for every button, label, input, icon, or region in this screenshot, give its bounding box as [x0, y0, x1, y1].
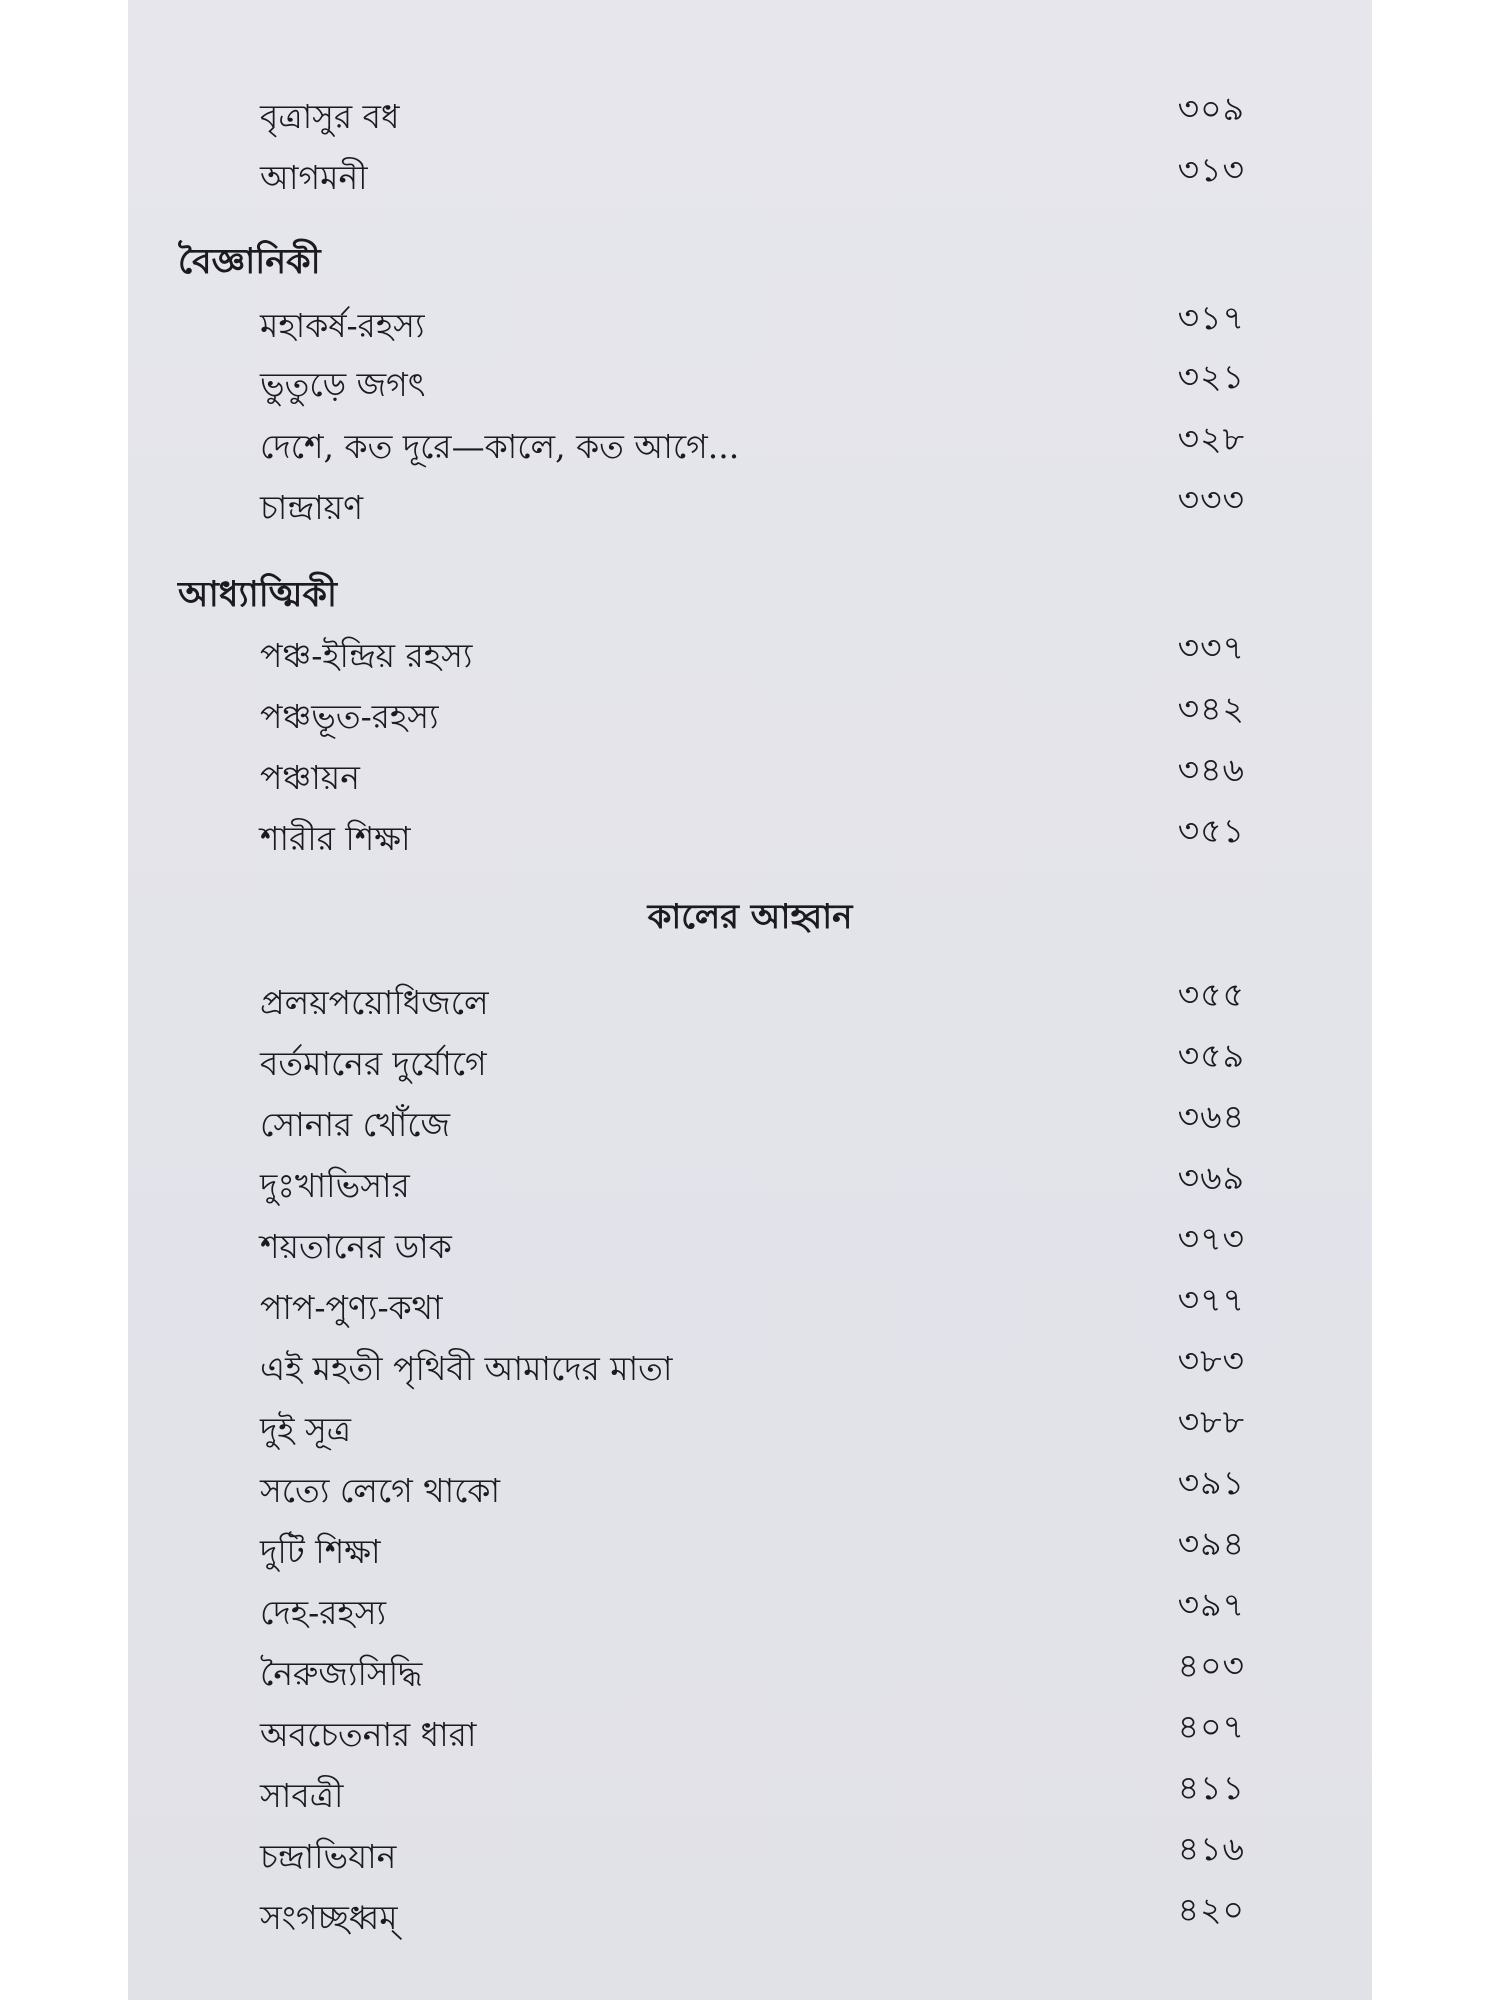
entry-title: সংগচ্ছধ্বম্ — [260, 1898, 398, 1937]
toc-entry — [260, 750, 1245, 801]
entry-title: ভুতুড়ে জগৎ — [260, 365, 426, 404]
section-heading-adhyatmiki: আধ্যাত্মিকী — [178, 574, 337, 615]
entry-title: নৈরুজ্যসিদ্ধি — [260, 1654, 423, 1693]
entry-page-number: ৩৬৪ — [1177, 1097, 1245, 1136]
entry-page-number: ৩৯১ — [1177, 1463, 1245, 1502]
toc-entry — [260, 1219, 1245, 1270]
toc-entry — [260, 1890, 1245, 1941]
entry-title: পাপ-পুণ্য-কথা — [260, 1288, 443, 1327]
entry-title: দুঃখাভিসার — [260, 1166, 410, 1205]
entry-page-number: ৩৩৭ — [1177, 628, 1245, 667]
entry-title: দেশে, কত দূরে—কালে, কত আগে... — [260, 427, 740, 466]
entry-page-number: ৩৩৩ — [1177, 480, 1245, 519]
entry-page-number: ৩৯৪ — [1177, 1524, 1245, 1563]
toc-entry — [260, 419, 1245, 470]
toc-entry — [260, 1463, 1245, 1514]
entry-title: সোনার খোঁজে — [260, 1105, 451, 1144]
entry-title: সত্যে লেগে থাকো — [260, 1471, 501, 1510]
toc-entry — [260, 1585, 1245, 1636]
entry-title: দেহ-রহস্য — [260, 1593, 387, 1632]
entry-page-number: ৩৭৭ — [1177, 1280, 1245, 1319]
toc-entry — [260, 1402, 1245, 1453]
entry-page-number: ৩৮৮ — [1177, 1402, 1245, 1441]
toc-entry — [260, 1524, 1245, 1575]
toc-entry — [260, 1341, 1245, 1392]
entry-page-number: ৪১৬ — [1177, 1829, 1245, 1868]
toc-entry — [260, 1097, 1245, 1148]
entry-page-number: ৩৭৩ — [1177, 1219, 1245, 1258]
entry-title: আগমনী — [260, 158, 368, 197]
entry-title: প্রলয়পয়োধিজলে — [260, 983, 489, 1022]
section-heading-bigyaniki: বৈজ্ঞানিকী — [178, 241, 321, 282]
toc-entry — [260, 89, 1245, 140]
entry-title: সাবত্রী — [260, 1776, 344, 1815]
entry-page-number: ৩৫১ — [1177, 811, 1245, 850]
entry-title: পঞ্চ-ইন্দ্রিয় রহস্য — [260, 636, 473, 675]
toc-entry — [260, 689, 1245, 740]
entry-page-number: ৩১৩ — [1177, 150, 1245, 189]
entry-title: এই মহতী পৃথিবী আমাদের মাতা — [260, 1349, 673, 1388]
entry-page-number: ৩২১ — [1177, 357, 1245, 396]
entry-title: দুই সূত্র — [260, 1410, 352, 1449]
toc-entry — [260, 1707, 1245, 1758]
entry-page-number: ৪০৩ — [1177, 1646, 1245, 1685]
entry-page-number: ৩৯৭ — [1177, 1585, 1245, 1624]
toc-entry — [260, 1768, 1245, 1819]
entry-page-number: ৩৬৯ — [1177, 1158, 1245, 1197]
toc-entry — [260, 357, 1245, 408]
entry-page-number: ৩৪৬ — [1177, 750, 1245, 789]
entry-title: দুটি শিক্ষা — [260, 1532, 381, 1571]
entry-page-number: ৩১৭ — [1177, 298, 1245, 337]
entry-title: মহাকর্ষ-রহস্য — [260, 306, 425, 345]
entry-title: চান্দ্রায়ণ — [260, 488, 364, 527]
entry-page-number: ৩৫৯ — [1177, 1036, 1245, 1075]
toc-entry — [260, 811, 1245, 862]
entry-title: শারীর শিক্ষা — [260, 819, 411, 858]
entry-page-number: ৪১১ — [1177, 1768, 1245, 1807]
entry-title: পঞ্চায়ন — [260, 758, 360, 797]
entry-page-number: ৩৪২ — [1177, 689, 1245, 728]
toc-entry — [260, 298, 1245, 349]
part-heading-kaler-ahvan: কালের আহ্বান — [647, 897, 853, 937]
toc-entry — [260, 1036, 1245, 1087]
entry-title: পঞ্চভূত-রহস্য — [260, 697, 439, 736]
entry-title: বর্তমানের দুর্যোগে — [260, 1044, 487, 1083]
toc-entry — [260, 975, 1245, 1026]
toc-entry — [260, 1646, 1245, 1697]
toc-entry — [260, 628, 1245, 679]
entry-page-number: ৪২০ — [1177, 1890, 1245, 1929]
toc-entry — [260, 1829, 1245, 1880]
entry-page-number: ৩২৮ — [1177, 419, 1245, 458]
entry-page-number: ৩৫৫ — [1177, 975, 1245, 1014]
entry-title: শয়তানের ডাক — [260, 1227, 452, 1266]
entry-title: চন্দ্রাভিযান — [260, 1837, 397, 1876]
entry-title: অবচেতনার ধারা — [260, 1715, 477, 1754]
entry-page-number: ৩৮৩ — [1177, 1341, 1245, 1380]
toc-entry — [260, 1280, 1245, 1331]
toc-entry — [260, 1158, 1245, 1209]
toc-entry — [260, 150, 1245, 201]
entry-page-number: ৩০৯ — [1177, 89, 1245, 128]
toc-entry — [260, 480, 1245, 531]
entry-title: বৃত্রাসুর বধ — [260, 97, 400, 136]
entry-page-number: ৪০৭ — [1177, 1707, 1245, 1746]
